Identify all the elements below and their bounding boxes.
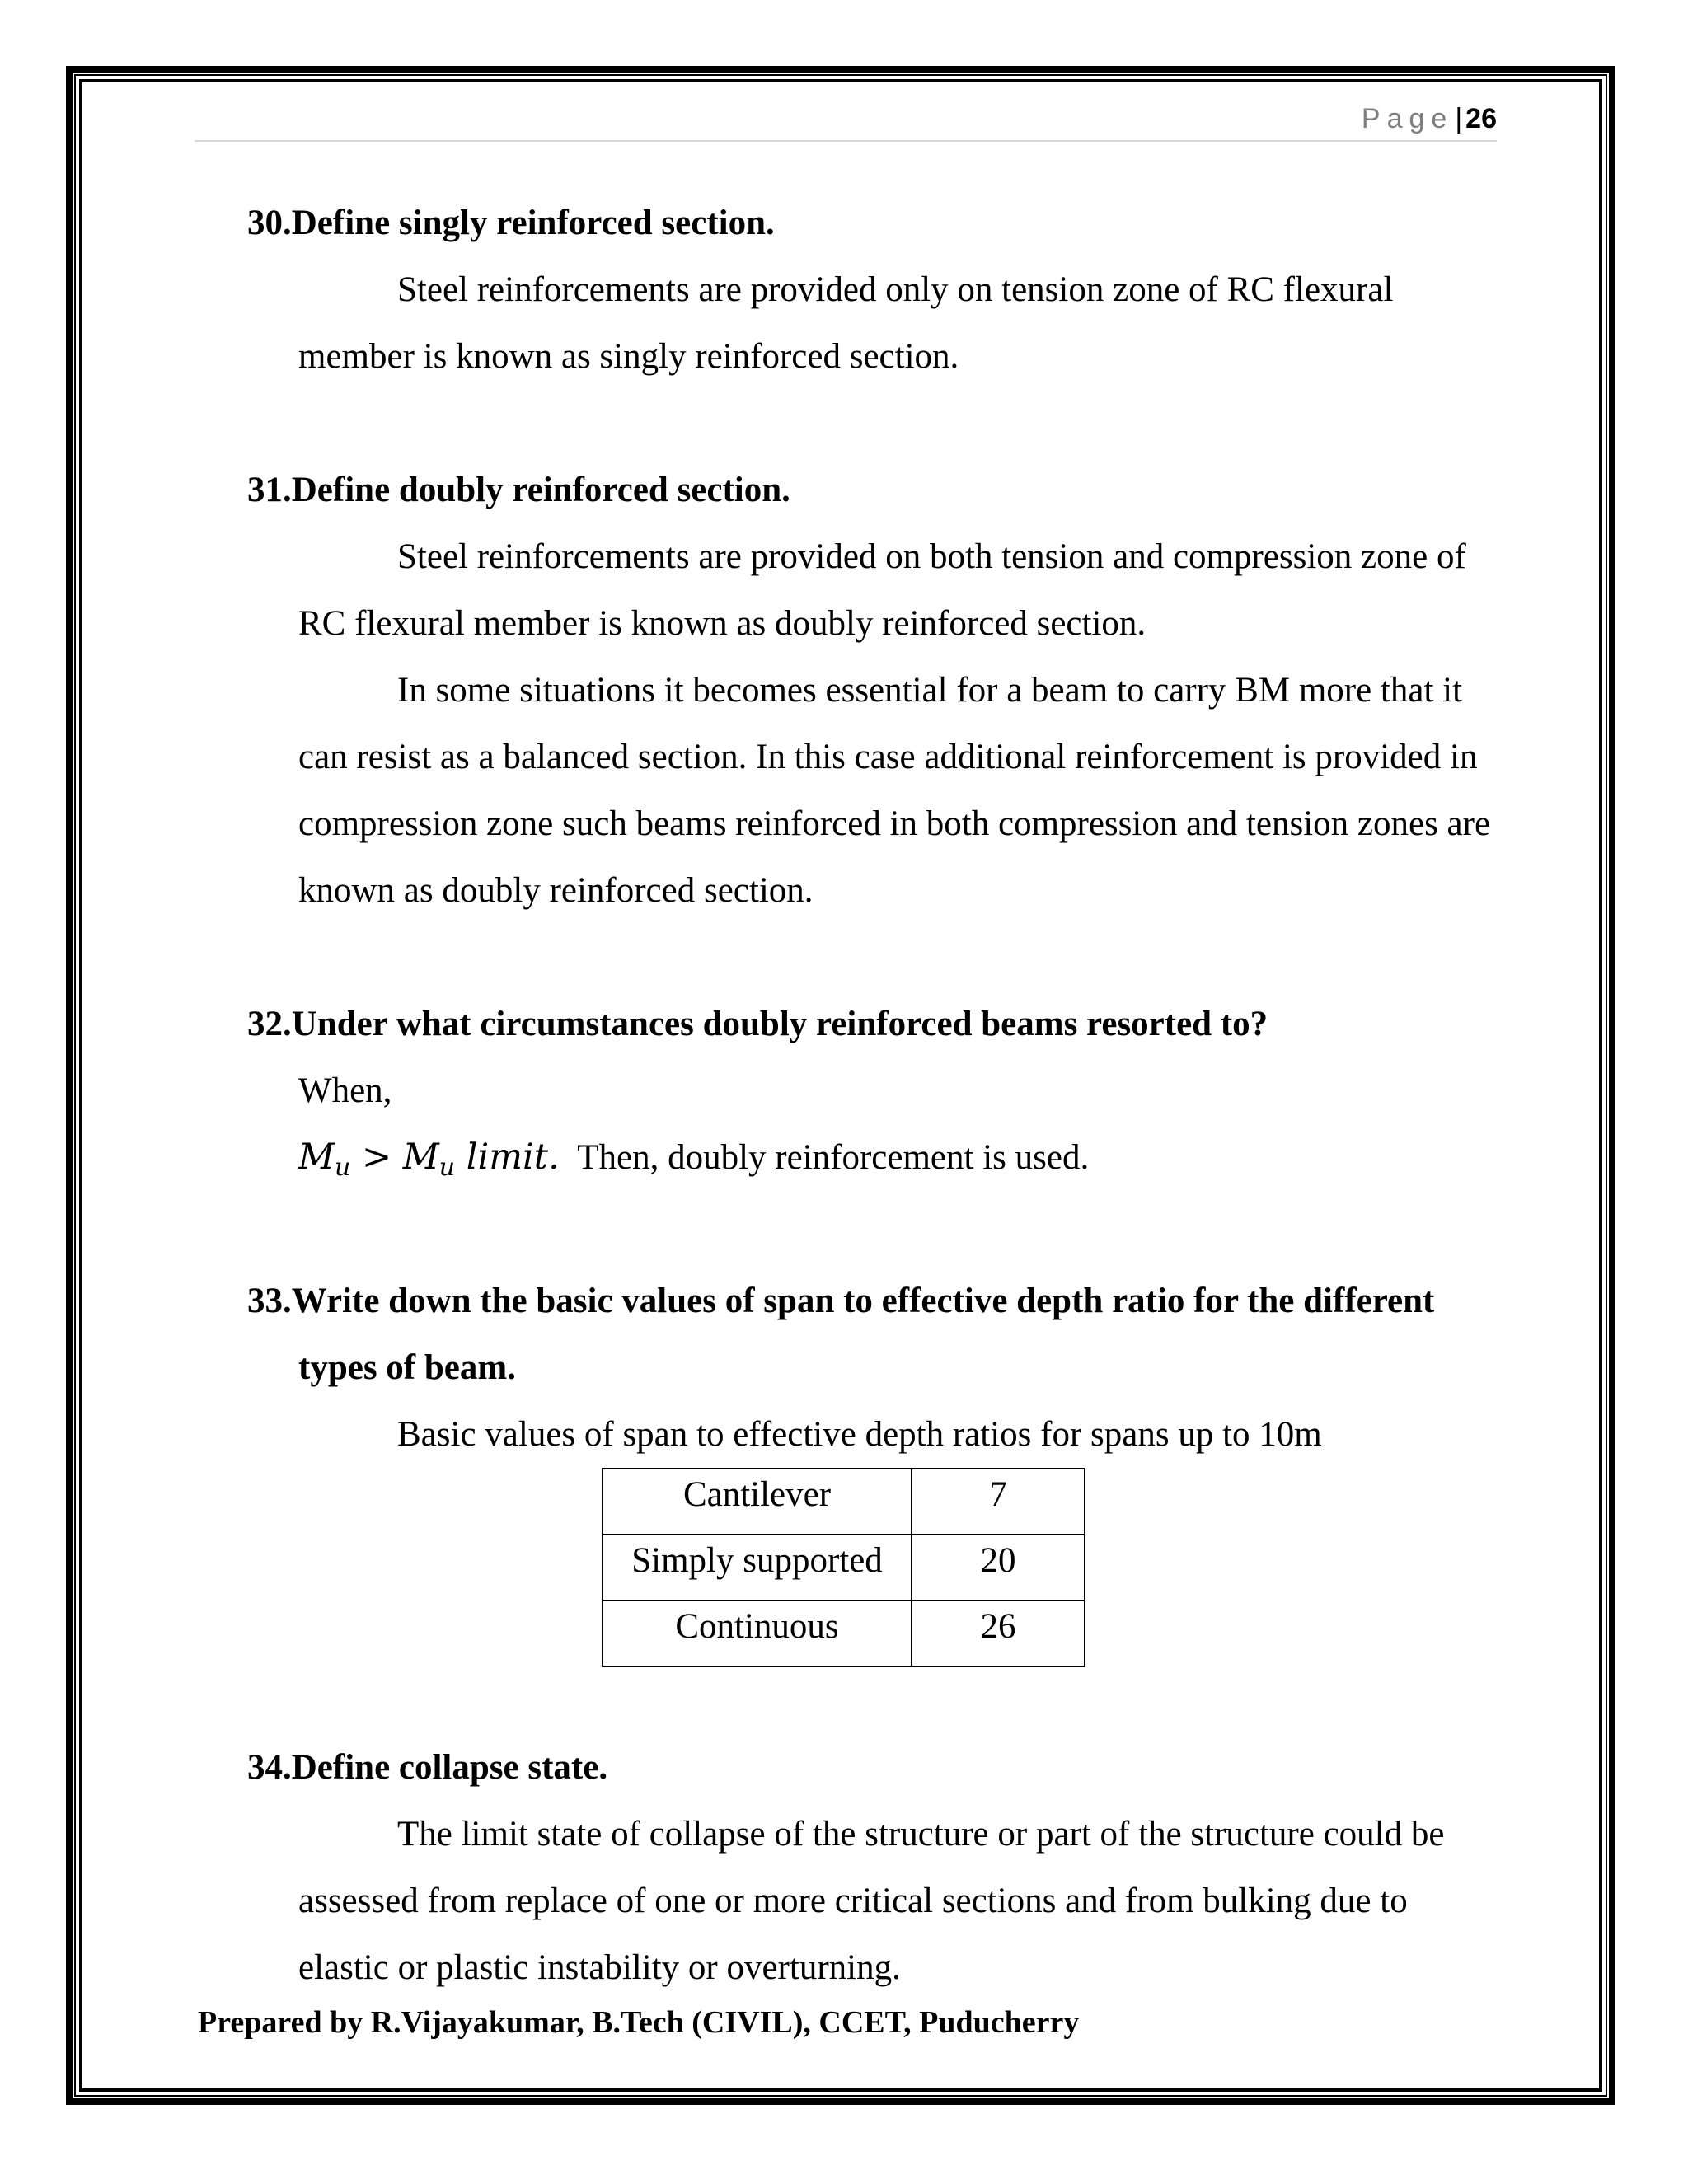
answer-formula (247, 1124, 1500, 1201)
question-number: 32. (247, 1005, 292, 1043)
page-header (195, 97, 1497, 142)
question-text: Write down the basic values of span to effective depth ratio for the different types of beam. (291, 1282, 1435, 1387)
question-title (247, 1734, 1500, 1801)
page-number: 26 (1465, 103, 1497, 134)
question-text: Under what circumstances doubly reinforced beams resorted to? (291, 1005, 1268, 1043)
question-text: Define singly reinforced section. (291, 204, 775, 242)
question-title (247, 1268, 1500, 1401)
question-32 (247, 991, 1500, 1201)
answer-paragraph: Steel reinforcements are provided on both tension and compression zone of RC flexural member is known as doubly reinforced section. (298, 537, 1466, 643)
question-number: 34. (247, 1748, 292, 1787)
table-cell-ratio: 20 (912, 1535, 1085, 1601)
answer-paragraph: In some situations it becomes essential for a beam to carry BM more that it can resist as a balanced section. In this case additional reinforcement is provided in compression zone such beams reinforced in both compression and tension zones are known as doubly reinforced section. (298, 671, 1491, 910)
formula-conclusion: Then, doubly reinforcement is used. (577, 1138, 1090, 1177)
table-cell-ratio: 7 (912, 1469, 1085, 1535)
question-34 (247, 1734, 1500, 2001)
table-cell-ratio: 26 (912, 1601, 1085, 1666)
question-number: 33. (247, 1282, 292, 1320)
question-text: Define collapse state. (291, 1748, 608, 1787)
question-title (247, 190, 1500, 256)
table-cell-beam-type: Simply supported (603, 1535, 912, 1601)
page-footer: Prepared by R.Vijayakumar, B.Tech (CIVIL), CCET, Puducherry (198, 2005, 1080, 2040)
formula-expression: $M_u > M_u$ limit. (298, 1137, 560, 1182)
answer-when-label: When, (298, 1071, 392, 1110)
table-cell-beam-type: Cantilever (603, 1469, 912, 1535)
answer-paragraph: The limit state of collapse of the structure or part of the structure could be assessed from replace of one or more critical sections and from bulking due to elastic or plastic instability or overturning. (298, 1815, 1445, 1987)
answer-intro: Basic values of span to effective depth ratios for spans up to 10m (397, 1415, 1322, 1454)
table-row (603, 1535, 1085, 1601)
document-body (247, 190, 1500, 2001)
question-number: 31. (247, 471, 292, 509)
question-number: 30. (247, 204, 292, 242)
page-separator: | (1455, 103, 1463, 134)
question-text: Define doubly reinforced section. (291, 471, 790, 509)
question-30 (247, 190, 1500, 390)
question-title (247, 991, 1500, 1057)
table-row (603, 1469, 1085, 1535)
question-33 (247, 1268, 1500, 1667)
question-31 (247, 457, 1500, 924)
page-label: Page (1361, 103, 1454, 134)
table-cell-beam-type: Continuous (603, 1601, 912, 1666)
table-row (603, 1601, 1085, 1666)
answer-paragraph: Steel reinforcements are provided only on tension zone of RC flexural member is known as singly reinforced section. (298, 270, 1394, 376)
span-depth-ratio-table (602, 1468, 1085, 1667)
question-title (247, 457, 1500, 523)
